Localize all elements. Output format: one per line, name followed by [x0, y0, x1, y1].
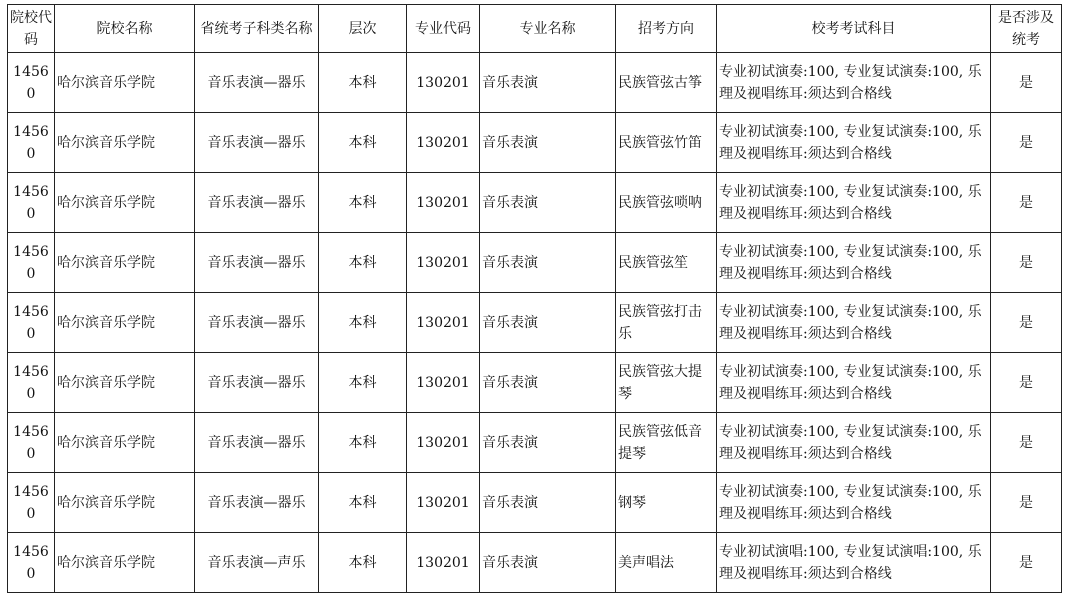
cell-school-name: 哈尔滨音乐学院 [55, 173, 195, 233]
cell-category: 音乐表演—器乐 [195, 233, 319, 293]
cell-exam-subjects: 专业初试演奏:100, 专业复试演奏:100, 乐理及视唱练耳:须达到合格线 [717, 413, 991, 473]
cell-unified-exam: 是 [991, 113, 1062, 173]
cell-major-name: 音乐表演 [480, 413, 616, 473]
header-major-name: 专业名称 [480, 5, 616, 53]
cell-category: 音乐表演—声乐 [195, 533, 319, 593]
cell-major-code: 130201 [407, 533, 480, 593]
cell-school-code: 14560 [8, 413, 55, 473]
cell-school-name: 哈尔滨音乐学院 [55, 473, 195, 533]
cell-unified-exam: 是 [991, 533, 1062, 593]
cell-level: 本科 [319, 533, 407, 593]
table-row [8, 533, 1062, 593]
cell-direction: 民族管弦打击乐 [616, 293, 717, 353]
cell-unified-exam: 是 [991, 353, 1062, 413]
cell-category: 音乐表演—器乐 [195, 53, 319, 113]
cell-unified-exam: 是 [991, 53, 1062, 113]
cell-major-code: 130201 [407, 173, 480, 233]
header-major-code: 专业代码 [407, 5, 480, 53]
cell-major-code: 130201 [407, 113, 480, 173]
cell-category: 音乐表演—器乐 [195, 473, 319, 533]
cell-major-code: 130201 [407, 293, 480, 353]
table-row [8, 113, 1062, 173]
cell-exam-subjects: 专业初试演奏:100, 专业复试演奏:100, 乐理及视唱练耳:须达到合格线 [717, 173, 991, 233]
cell-major-name: 音乐表演 [480, 293, 616, 353]
table-row [8, 353, 1062, 413]
cell-category: 音乐表演—器乐 [195, 293, 319, 353]
table-header-row [8, 5, 1062, 53]
header-exam-subjects: 校考考试科目 [717, 5, 991, 53]
cell-school-code: 14560 [8, 233, 55, 293]
cell-school-code: 14560 [8, 173, 55, 233]
cell-school-code: 14560 [8, 113, 55, 173]
cell-major-name: 音乐表演 [480, 473, 616, 533]
cell-major-code: 130201 [407, 353, 480, 413]
cell-level: 本科 [319, 113, 407, 173]
cell-direction: 钢琴 [616, 473, 717, 533]
cell-exam-subjects: 专业初试演奏:100, 专业复试演奏:100, 乐理及视唱练耳:须达到合格线 [717, 353, 991, 413]
cell-school-code: 14560 [8, 533, 55, 593]
cell-major-code: 130201 [407, 473, 480, 533]
table-row [8, 473, 1062, 533]
table-row [8, 413, 1062, 473]
table-row [8, 293, 1062, 353]
cell-major-name: 音乐表演 [480, 233, 616, 293]
cell-exam-subjects: 专业初试演奏:100, 专业复试演奏:100, 乐理及视唱练耳:须达到合格线 [717, 233, 991, 293]
cell-major-name: 音乐表演 [480, 533, 616, 593]
cell-major-name: 音乐表演 [480, 173, 616, 233]
cell-major-code: 130201 [407, 233, 480, 293]
header-level: 层次 [319, 5, 407, 53]
cell-level: 本科 [319, 53, 407, 113]
cell-unified-exam: 是 [991, 293, 1062, 353]
cell-category: 音乐表演—器乐 [195, 173, 319, 233]
cell-major-name: 音乐表演 [480, 113, 616, 173]
cell-exam-subjects: 专业初试演奏:100, 专业复试演奏:100, 乐理及视唱练耳:须达到合格线 [717, 473, 991, 533]
cell-unified-exam: 是 [991, 413, 1062, 473]
cell-school-name: 哈尔滨音乐学院 [55, 533, 195, 593]
cell-school-name: 哈尔滨音乐学院 [55, 413, 195, 473]
cell-category: 音乐表演—器乐 [195, 413, 319, 473]
cell-direction: 民族管弦古筝 [616, 53, 717, 113]
cell-level: 本科 [319, 473, 407, 533]
cell-school-code: 14560 [8, 293, 55, 353]
cell-level: 本科 [319, 293, 407, 353]
cell-direction: 民族管弦唢呐 [616, 173, 717, 233]
cell-major-code: 130201 [407, 53, 480, 113]
cell-school-code: 14560 [8, 473, 55, 533]
cell-level: 本科 [319, 413, 407, 473]
cell-category: 音乐表演—器乐 [195, 113, 319, 173]
cell-school-name: 哈尔滨音乐学院 [55, 53, 195, 113]
cell-school-name: 哈尔滨音乐学院 [55, 233, 195, 293]
cell-level: 本科 [319, 233, 407, 293]
cell-direction: 民族管弦竹笛 [616, 113, 717, 173]
table-row [8, 233, 1062, 293]
header-unified-exam: 是否涉及统考 [991, 5, 1062, 53]
cell-school-code: 14560 [8, 353, 55, 413]
table-row [8, 173, 1062, 233]
cell-exam-subjects: 专业初试演奏:100, 专业复试演奏:100, 乐理及视唱练耳:须达到合格线 [717, 53, 991, 113]
table-row [8, 53, 1062, 113]
cell-school-code: 14560 [8, 53, 55, 113]
cell-direction: 民族管弦笙 [616, 233, 717, 293]
header-school-code: 院校代码 [8, 5, 55, 53]
cell-unified-exam: 是 [991, 473, 1062, 533]
cell-exam-subjects: 专业初试演奏:100, 专业复试演奏:100, 乐理及视唱练耳:须达到合格线 [717, 113, 991, 173]
cell-school-name: 哈尔滨音乐学院 [55, 353, 195, 413]
cell-direction: 美声唱法 [616, 533, 717, 593]
cell-level: 本科 [319, 353, 407, 413]
cell-major-name: 音乐表演 [480, 353, 616, 413]
cell-school-name: 哈尔滨音乐学院 [55, 113, 195, 173]
header-school-name: 院校名称 [55, 5, 195, 53]
cell-major-name: 音乐表演 [480, 53, 616, 113]
header-category: 省统考子科类名称 [195, 5, 319, 53]
cell-direction: 民族管弦低音提琴 [616, 413, 717, 473]
cell-exam-subjects: 专业初试演奏:100, 专业复试演奏:100, 乐理及视唱练耳:须达到合格线 [717, 293, 991, 353]
header-direction: 招考方向 [616, 5, 717, 53]
cell-school-name: 哈尔滨音乐学院 [55, 293, 195, 353]
cell-direction: 民族管弦大提琴 [616, 353, 717, 413]
cell-major-code: 130201 [407, 413, 480, 473]
cell-category: 音乐表演—器乐 [195, 353, 319, 413]
cell-level: 本科 [319, 173, 407, 233]
cell-unified-exam: 是 [991, 233, 1062, 293]
cell-exam-subjects: 专业初试演唱:100, 专业复试演唱:100, 乐理及视唱练耳:须达到合格线 [717, 533, 991, 593]
admissions-table [7, 4, 1062, 593]
cell-unified-exam: 是 [991, 173, 1062, 233]
